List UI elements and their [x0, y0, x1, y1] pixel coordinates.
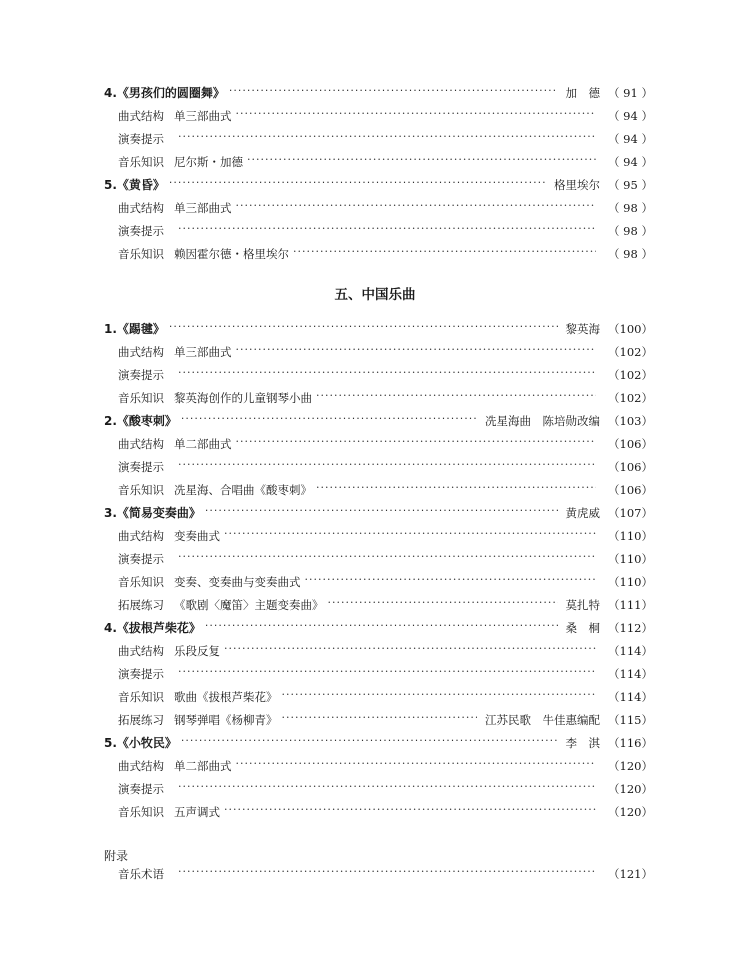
entry-label: 音乐知识 [118, 390, 164, 405]
toc-subentry[interactable] [118, 340, 652, 363]
entry-title: 4.《拔根芦柴花》 [104, 621, 201, 635]
page-number: （120） [608, 758, 653, 773]
dot-leader [178, 782, 596, 796]
entry-title: 5.《小牧民》 [104, 736, 177, 750]
page-number: （ 91 ） [608, 85, 653, 100]
dot-leader [169, 322, 558, 336]
entry-title: 4.《男孩们的圆圈舞》 [104, 86, 225, 100]
page-number: （106） [608, 482, 653, 497]
entry-author: 黎英海 [565, 321, 600, 336]
entry-label: 曲式结构 [118, 528, 164, 543]
entry-description: 单三部曲式 [174, 108, 232, 123]
dot-leader [229, 86, 558, 100]
dot-leader [305, 575, 597, 589]
entry-title: 3.《简易变奏曲》 [104, 506, 201, 520]
entry-label: 拓展练习 [118, 597, 164, 612]
dot-leader [316, 483, 596, 497]
entry-description: 五声调式 [174, 804, 220, 819]
entry-label: 音乐知识 [118, 689, 164, 704]
page-number: （106） [608, 436, 653, 451]
dot-leader [282, 713, 478, 727]
page-number: （ 94 ） [608, 131, 653, 146]
toc-subentry[interactable] [118, 219, 652, 242]
entry-label: 音乐知识 [118, 482, 164, 497]
entry-title: 1.《踢毽》 [104, 322, 165, 336]
dot-leader [178, 368, 596, 382]
entry-description: 变奏、变奏曲与变奏曲式 [174, 574, 301, 589]
entry-label: 音乐知识 [118, 804, 164, 819]
page-number: （112） [608, 620, 653, 635]
entry-label: 音乐术语 [118, 866, 164, 881]
page-number: （102） [608, 344, 653, 359]
page-number: （110） [608, 574, 653, 589]
page-number: （ 94 ） [608, 108, 653, 123]
entry-author: 格里埃尔 [554, 177, 600, 192]
entry-label: 拓展练习 [118, 712, 164, 727]
entry-author: 加 德 [565, 85, 600, 100]
toc-subentry[interactable] [118, 570, 652, 593]
toc-entry[interactable] [104, 616, 652, 639]
toc-subentry[interactable] [118, 363, 652, 386]
toc-entry[interactable] [104, 173, 652, 196]
dot-leader [224, 644, 596, 658]
entry-label: 曲式结构 [118, 643, 164, 658]
entry-label: 曲式结构 [118, 436, 164, 451]
page-number: （ 94 ） [608, 154, 653, 169]
toc-subentry[interactable] [118, 242, 652, 265]
dot-leader [178, 460, 596, 474]
toc-subentry[interactable] [118, 708, 652, 731]
toc-subentry[interactable] [118, 862, 652, 885]
page-number: （115） [608, 712, 653, 727]
entry-title: 2.《酸枣刺》 [104, 414, 177, 428]
toc-subentry[interactable] [118, 150, 652, 173]
page-number: （103） [608, 413, 653, 428]
dot-leader [236, 345, 597, 359]
entry-description: 《歌剧〈魔笛〉主题变奏曲》 [174, 597, 324, 612]
toc-subentry[interactable] [118, 685, 652, 708]
entry-label: 演奏提示 [118, 551, 164, 566]
page-number: （ 95 ） [608, 177, 653, 192]
page-number: （111） [608, 597, 653, 612]
entry-description: 尼尔斯・加德 [174, 154, 243, 169]
toc-subentry[interactable] [118, 754, 652, 777]
page-number: （121） [608, 866, 653, 881]
page-number: （110） [608, 551, 653, 566]
toc-subentry[interactable] [118, 104, 652, 127]
page-number: （114） [608, 666, 653, 681]
entry-description: 单二部曲式 [174, 436, 232, 451]
entry-label: 演奏提示 [118, 223, 164, 238]
toc-subentry[interactable] [118, 127, 652, 150]
dot-leader [178, 667, 596, 681]
appendix-title: 附录 [104, 849, 129, 863]
toc-subentry[interactable] [118, 386, 652, 409]
page-number: （110） [608, 528, 653, 543]
toc-subentry[interactable] [118, 196, 652, 219]
toc-entry[interactable] [104, 317, 652, 340]
toc-subentry[interactable] [118, 662, 652, 685]
entry-title: 5.《黄昏》 [104, 178, 165, 192]
dot-leader [293, 247, 596, 261]
page-number: （106） [608, 459, 653, 474]
toc-subentry[interactable] [118, 593, 652, 616]
entry-description: 乐段反复 [174, 643, 220, 658]
toc-subentry[interactable] [118, 432, 652, 455]
page-number: （120） [608, 804, 653, 819]
toc-subentry[interactable] [118, 478, 652, 501]
entry-label: 演奏提示 [118, 131, 164, 146]
toc-entry[interactable] [104, 501, 652, 524]
dot-leader [178, 132, 596, 146]
entry-label: 音乐知识 [118, 154, 164, 169]
entry-label: 曲式结构 [118, 200, 164, 215]
dot-leader [236, 201, 597, 215]
dot-leader [328, 598, 558, 612]
toc-subentry[interactable] [118, 547, 652, 570]
dot-leader [282, 690, 597, 704]
entry-author: 冼星海曲 陈培勋改编 [485, 413, 600, 428]
entry-label: 曲式结构 [118, 108, 164, 123]
page-number: （102） [608, 367, 653, 382]
entry-description: 单二部曲式 [174, 758, 232, 773]
page-number: （114） [608, 689, 653, 704]
entry-description: 歌曲《拔根芦柴花》 [174, 689, 278, 704]
dot-leader [181, 736, 558, 750]
page-number: （ 98 ） [608, 200, 653, 215]
entry-label: 音乐知识 [118, 574, 164, 589]
toc-entry[interactable] [104, 731, 652, 754]
entry-author: 李 淇 [565, 735, 600, 750]
entry-description: 变奏曲式 [174, 528, 220, 543]
entry-description: 钢琴弹唱《杨柳青》 [174, 712, 278, 727]
entry-label: 演奏提示 [118, 459, 164, 474]
entry-author: 莫扎特 [565, 597, 600, 612]
dot-leader [236, 437, 597, 451]
entry-author: 桑 桐 [565, 620, 600, 635]
toc-entry[interactable] [104, 81, 652, 104]
entry-description: 单三部曲式 [174, 344, 232, 359]
entry-label: 音乐知识 [118, 246, 164, 261]
toc-subentry[interactable] [118, 639, 652, 662]
toc-subentry[interactable] [118, 455, 652, 478]
page-number: （107） [608, 505, 653, 520]
toc-entry[interactable] [104, 409, 652, 432]
section-title: 五、中国乐曲 [334, 287, 416, 303]
entry-description: 黎英海创作的儿童钢琴小曲 [174, 390, 312, 405]
dot-leader [236, 759, 597, 773]
entry-description: 冼星海、合唱曲《酸枣刺》 [174, 482, 312, 497]
dot-leader [181, 414, 477, 428]
page-number: （120） [608, 781, 653, 796]
toc-subentry[interactable] [118, 777, 652, 800]
page-number: （114） [608, 643, 653, 658]
entry-label: 曲式结构 [118, 344, 164, 359]
dot-leader [178, 867, 596, 881]
page-number: （102） [608, 390, 653, 405]
page-number: （ 98 ） [608, 246, 653, 261]
page-number: （116） [608, 735, 653, 750]
dot-leader [178, 224, 596, 238]
entry-author: 江苏民歌 牛佳惠编配 [485, 712, 600, 727]
page-number: （ 98 ） [608, 223, 653, 238]
toc-subentry[interactable] [118, 800, 652, 823]
entry-label: 演奏提示 [118, 781, 164, 796]
dot-leader [236, 109, 597, 123]
entry-description: 赖因霍尔德・格里埃尔 [174, 246, 289, 261]
dot-leader [178, 552, 596, 566]
dot-leader [224, 805, 596, 819]
entry-author: 黄虎威 [565, 505, 600, 520]
dot-leader [247, 155, 596, 169]
entry-label: 曲式结构 [118, 758, 164, 773]
dot-leader [205, 506, 558, 520]
dot-leader [205, 621, 558, 635]
page-number: （100） [608, 321, 653, 336]
dot-leader [224, 529, 596, 543]
dot-leader [169, 178, 546, 192]
entry-description: 单三部曲式 [174, 200, 232, 215]
toc-subentry[interactable] [118, 524, 652, 547]
entry-label: 演奏提示 [118, 666, 164, 681]
entry-label: 演奏提示 [118, 367, 164, 382]
dot-leader [316, 391, 596, 405]
